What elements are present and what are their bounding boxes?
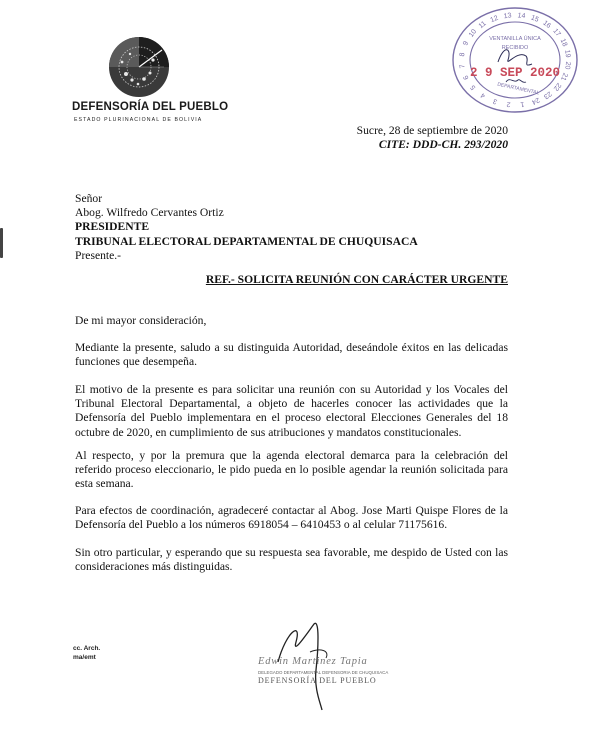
recipient-institution: TRIBUNAL ELECTORAL DEPARTAMENTAL DE CHUQUISACA bbox=[75, 234, 418, 248]
stamp-date: 2 9 SEP 2020 bbox=[469, 66, 561, 80]
recipient-position: PRESIDENTE bbox=[75, 220, 150, 234]
stamp-ring-number: 20 bbox=[563, 61, 572, 70]
greeting: De mi mayor consideración, bbox=[75, 314, 207, 327]
stamp-ring-number: 5 bbox=[469, 83, 478, 91]
body-paragraph-1: Mediante la presente, saludo a su distinguida Autoridad, deseándole éxitos en las delicadas funciones que desempeña. bbox=[75, 341, 508, 369]
stamp-ring-number: 1 bbox=[519, 99, 525, 108]
stamp-top-text: VENTANILLA ÚNICA bbox=[489, 36, 541, 42]
logo-emblem-icon bbox=[104, 32, 174, 102]
stamp-ring-number: 4 bbox=[479, 91, 488, 100]
stamp-ring-number: 15 bbox=[529, 14, 540, 24]
stamp-ring-number: 21 bbox=[559, 71, 569, 82]
org-name: DEFENSORÍA DEL PUEBLO bbox=[72, 101, 229, 113]
stamp-ring-number: 2 bbox=[506, 100, 511, 108]
recipient-salutation: Señor bbox=[75, 192, 103, 205]
stamp-ring-number: 12 bbox=[489, 14, 500, 25]
recipient-name: Abog. Wilfredo Cervantes Ortiz bbox=[75, 206, 224, 220]
signer-title: DELEGADO DEPARTAMENTAL DEFENSORIA DE CHUQUISACA bbox=[258, 670, 389, 675]
recipient-presente: Presente.- bbox=[75, 248, 122, 262]
body-paragraph-4: Para efectos de coordinación, agradeceré contactar al Abog. Jose Marti Quispe Flores de la Defensoría del Pueblo a los números 6918054 – 6410453 o al celular 71175616. bbox=[75, 504, 508, 532]
stamp-ring-number: 6 bbox=[462, 74, 471, 81]
stamp-ring-number: 7 bbox=[459, 63, 467, 69]
stamp-ring-number: 13 bbox=[503, 12, 513, 21]
reference-line: REF.- SOLICITA REUNIÓN CON CARÁCTER URGENTE bbox=[205, 273, 508, 286]
initials-note: ma/emt bbox=[73, 654, 96, 661]
stamp-ring-number: 18 bbox=[558, 37, 569, 48]
stamp-ring-number: 14 bbox=[517, 12, 526, 21]
stamp-ring-number: 11 bbox=[477, 20, 488, 31]
stamp-ring-number: 17 bbox=[551, 27, 562, 39]
signature-block bbox=[250, 612, 390, 722]
stamp-signature-scribble bbox=[498, 50, 532, 65]
body-paragraph-2: El motivo de la presente es para solicitar una reunión con su Autoridad y los Vocales del Tribunal Electoral Departamental, a objeto de hacerles conocer las actividades que la Defensoría del Pueblo implementara en el proceso electoral Elecciones Generales del 18 octubre de 2020, en cumplimiento de sus atribuciones y mandatos constitucionales. bbox=[75, 383, 508, 439]
stamp-ring-number: 19 bbox=[563, 49, 572, 59]
stamp-ring-number: 24 bbox=[530, 95, 541, 106]
cc-note: cc. Arch. bbox=[73, 645, 101, 652]
stamp-ring-number: 3 bbox=[492, 96, 499, 105]
org-logo bbox=[104, 32, 174, 102]
stamp-sub-text: RECIBIDO bbox=[501, 45, 529, 51]
body-paragraph-5: Sin otro particular, y esperando que su respuesta sea favorable, me despido de Usted con las consideraciones más distinguidas. bbox=[75, 546, 508, 574]
body-paragraph-3: Al respecto, y por la premura que la agenda electoral demarca para la celebración del referido proceso eleccionario, le pido pueda en lo posible agendar la reunión solicitada para esta semana. bbox=[75, 449, 508, 491]
scan-edge-mark bbox=[0, 228, 3, 258]
handwritten-signature-icon bbox=[250, 612, 390, 722]
reception-stamp bbox=[448, 4, 582, 116]
stamp-seal-icon bbox=[448, 4, 582, 116]
signer-org: DEFENSORÍA DEL PUEBLO bbox=[258, 676, 377, 685]
cite-number: CITE: DDD-CH. 293/2020 bbox=[378, 138, 508, 151]
stamp-ring-number: 8 bbox=[459, 52, 467, 57]
stamp-ring-number: 9 bbox=[462, 40, 471, 47]
signer-name: Edwin Martinez Tapia bbox=[258, 656, 368, 667]
stamp-ring-number: 16 bbox=[541, 19, 552, 30]
stamp-ring-number: 22 bbox=[551, 81, 563, 92]
org-subtitle: ESTADO PLURINACIONAL DE BOLIVIA bbox=[74, 117, 203, 123]
date-line: Sucre, 28 de septiembre de 2020 bbox=[356, 124, 508, 137]
stamp-ring-number: 10 bbox=[467, 28, 479, 39]
stamp-bottom-text: DEPARTAMENTAL bbox=[496, 81, 540, 97]
recipient-block bbox=[75, 192, 515, 263]
stamp-ring-number: 23 bbox=[542, 89, 553, 100]
